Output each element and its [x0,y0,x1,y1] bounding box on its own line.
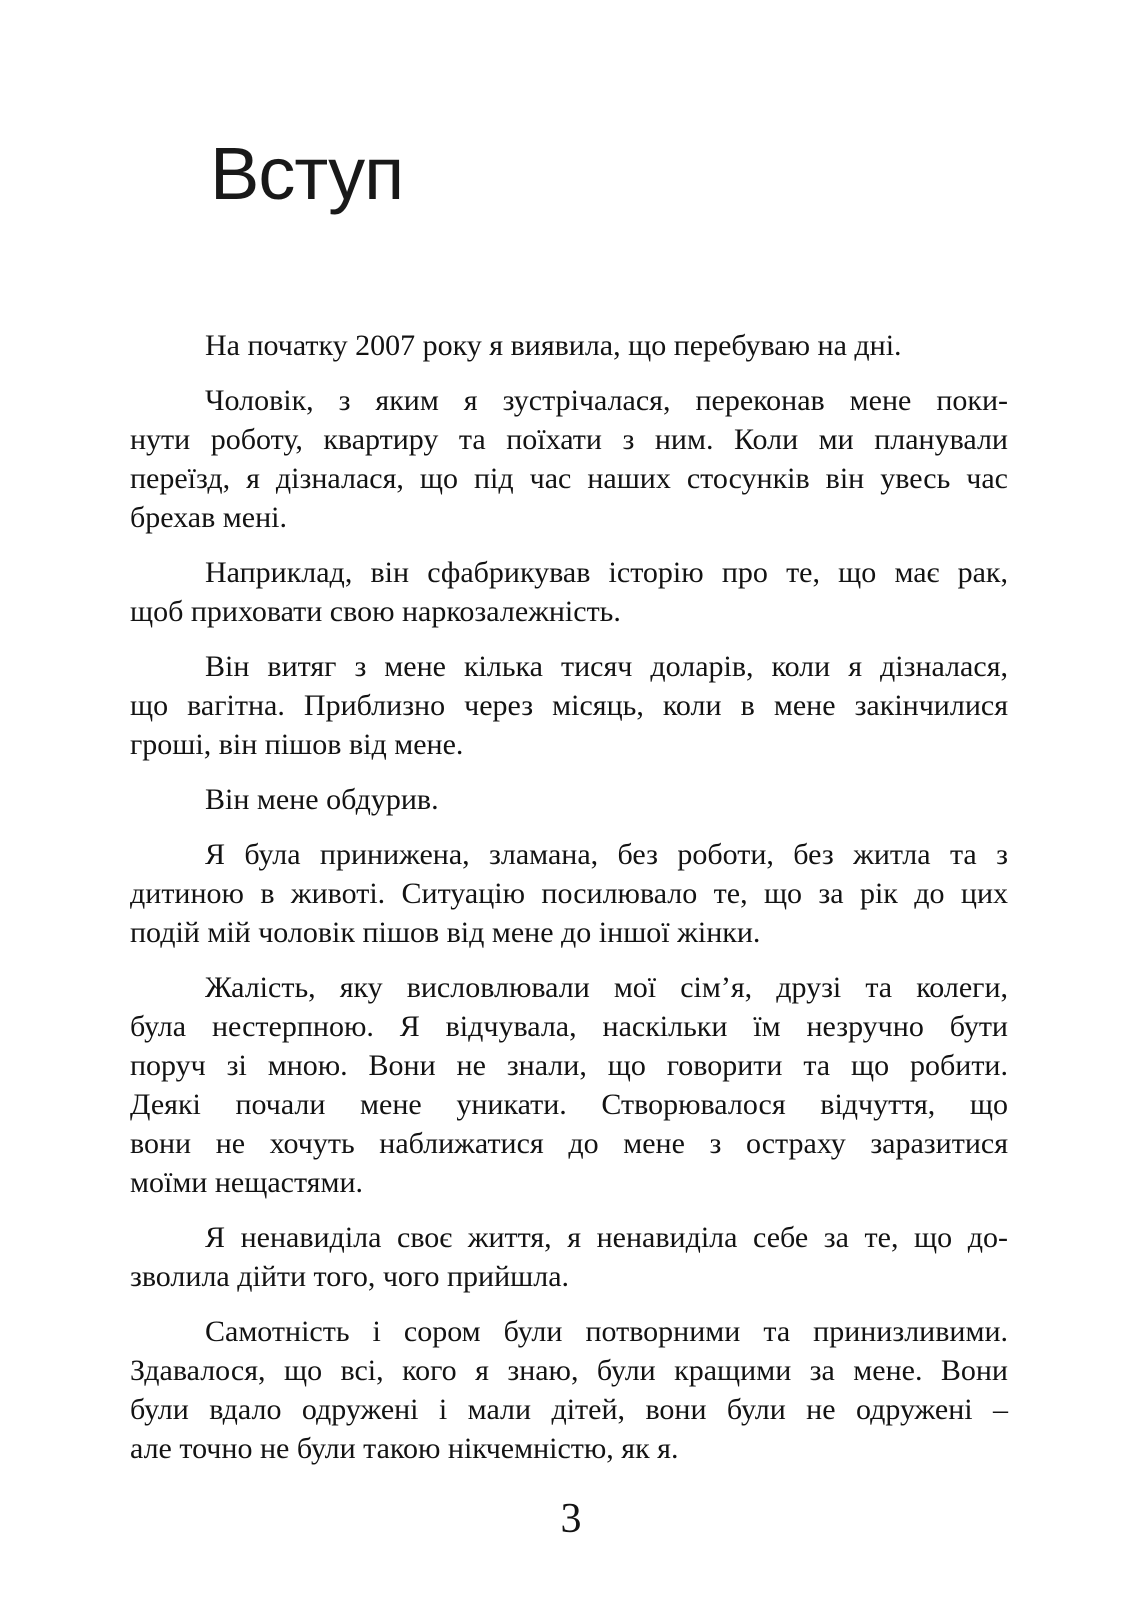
text-line: Чоловік, з яким я зустрічалася, переконав мене поки- [205,384,1008,417]
text-line: Він мене обдурив. [205,783,439,816]
paragraph [130,1312,1008,1468]
text-line: що вагітна. Приблизно через місяць, коли в мене закінчилися [130,689,1008,722]
text-line: подій мій чоловік пішов від мене до іншої жінки. [130,916,761,949]
paragraph [130,647,1008,764]
paragraph [130,326,1008,365]
text-line: Наприклад, він сфабрикував історію про те, що має рак, [205,556,1008,589]
page-number: 3 [560,1496,582,1542]
paragraph [130,835,1008,952]
paragraph [130,968,1008,1202]
text-line: переїзд, я дізналася, що під час наших стосунків він увесь час [130,462,1008,495]
text-line: зволила дійти того, чого прийшла. [130,1260,570,1293]
text-line: Я була принижена, зламана, без роботи, без житла та з [205,838,1008,871]
body-text [130,326,1008,1468]
text-line: Жалість, яку висловлювали мої сім’я, друзі та колеги, [205,971,1008,1004]
text-line: Здавалося, що всі, кого я знаю, були кращими за мене. Вони [130,1354,1008,1387]
text-line: поруч зі мною. Вони не знали, що говорити та що робити. [130,1049,1008,1082]
paragraph [130,780,1008,819]
paragraph [130,381,1008,537]
text-line: брехав мені. [130,501,287,534]
text-line: Я ненавиділа своє життя, я ненавиділа себе за те, що до- [205,1221,1008,1254]
text-line: Він витяг з мене кілька тисяч доларів, коли я дізналася, [205,650,1008,683]
text-line: дитиною в животі. Ситуацію посилювало те, що за рік до цих [130,877,1008,910]
text-line: але точно не були такою нікчемністю, як я. [130,1432,679,1465]
text-line: моїми нещастями. [130,1166,364,1199]
text-line: вони не хочуть наближатися до мене з остраху заразитися [130,1127,1008,1160]
paragraph [130,1218,1008,1296]
text-line: були вдало одружені і мали дітей, вони були не одружені – [130,1393,1008,1426]
text-line: нути роботу, квартиру та поїхати з ним. Коли ми планували [130,423,1008,456]
paragraph [130,553,1008,631]
text-line: На початку 2007 року я виявила, що перебуваю на дні. [205,329,902,362]
text-line: була нестерпною. Я відчувала, наскільки їм незручно бути [130,1010,1008,1043]
text-line: щоб приховати свою наркозалежність. [130,595,621,628]
text-line: Самотність і сором були потворними та принизливими. [205,1315,1008,1348]
chapter-title: Вступ [210,132,404,215]
text-line: Деякі почали мене уникати. Створювалося відчуття, що [130,1088,1008,1121]
text-line: гроші, він пішов від мене. [130,728,464,761]
